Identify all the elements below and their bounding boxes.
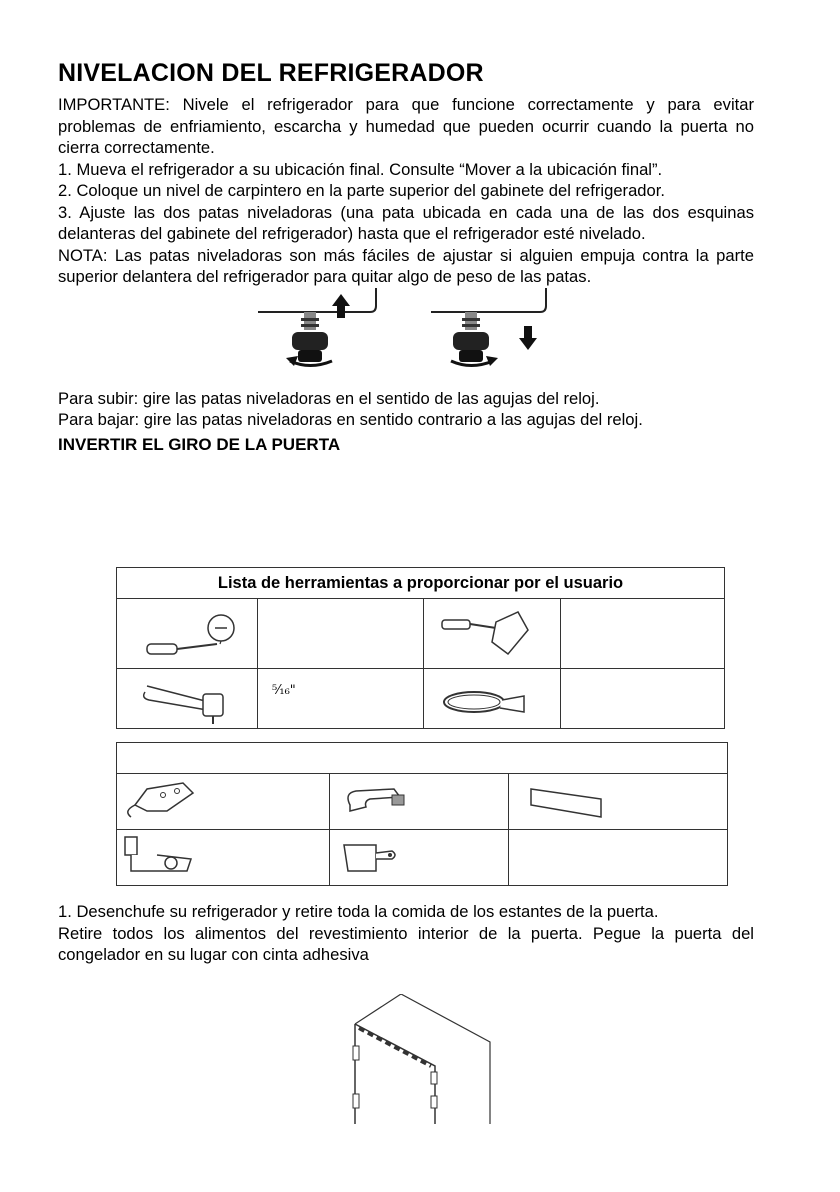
tape-roll-icon [424,670,560,728]
important-paragraph: IMPORTANTE: Nivele el refrigerador para que funcione correctamente y para evitar problemas de enfriamiento, escarcha y humedad que pueden ocurrir cuando la puerta no cierra correctamente. [58,95,754,157]
socket-size-label: ⁵⁄₁₆" [258,669,424,729]
mounting-bracket-icon [330,831,508,885]
step-2-paragraph: 2. Coloque un nivel de carpintero en la parte superior del gabinete del refrigerador. [58,181,665,200]
tool-cell-putty-knife [423,599,560,669]
page-lower [58,901,754,966]
tool-cell-empty-2 [560,599,724,669]
tool-cell-empty-3 [560,669,724,729]
section-title-leveling: NIVELACION DEL REFRIGERADOR [58,59,484,87]
part-cell-cover-plate [509,774,728,830]
raise-leg-illustration [258,288,376,366]
parts-table [116,742,728,886]
lower-instruction: Para bajar: gire las patas niveladoras en sentido contrario a las agujas del reloj. [58,410,643,429]
door-step-1-paragraph: 1. Desenchufe su refrigerador y retire toda la comida de los estantes de la puerta. [58,902,659,921]
socket-wrench-icon [117,670,257,728]
raise-instruction: Para subir: gire las patas niveladoras en el sentido de las agujas del reloj. [58,388,600,408]
part-cell-hinge [117,774,330,830]
part-cell-empty [509,830,728,886]
lower-leg-illustration [431,288,546,366]
refrigerator-illustration [345,994,495,1129]
lower-hinge-icon [117,831,329,885]
step-3-paragraph: 3. Ajuste las dos patas niveladoras (una pata ubicada en cada una de las dos esquinas delanteras del gabinete del refrigerador) hasta que el refrigerador esté nivelado. [58,202,754,243]
door-stop-icon [330,775,508,829]
putty-knife-icon [424,600,560,668]
step-1-paragraph: 1. Mueva el refrigerador a su ubicación final. Consulte “Mover a la ubicación final”. [58,159,663,179]
tool-cell-socket-wrench [117,669,258,729]
page [58,58,754,457]
leveling-legs-figure [58,288,754,388]
part-cell-door-stop [330,774,509,830]
door-step-1b-paragraph: Retire todos los alimentos del revestimiento interior de la puerta. Pegue la puerta del congelador en su lugar con cinta adhesiva [58,923,754,964]
fridge-tape-figure [345,994,495,1129]
part-cell-bracket [330,830,509,886]
section-title-door-reversal: INVERTIR EL GIRO DE LA PUERTA [58,434,341,454]
hinge-bracket-icon [117,775,329,829]
tool-cell-masking-tape [423,669,560,729]
tool-cell-phillips-screwdriver [117,599,258,669]
cover-plate-icon [509,775,727,829]
phillips-screwdriver-icon [117,600,257,668]
user-tools-table [116,567,725,729]
parts-table-header [117,743,728,774]
tool-cell-empty-1 [258,599,424,669]
part-cell-lower-hinge [117,830,330,886]
note-paragraph: NOTA: Las patas niveladoras son más fáciles de ajustar si alguien empuja contra la parte superior delantera del refrigerador para quitar algo de peso de las patas. [58,245,754,286]
tools-table-header: Lista de herramientas a proporcionar por el usuario [117,568,725,599]
